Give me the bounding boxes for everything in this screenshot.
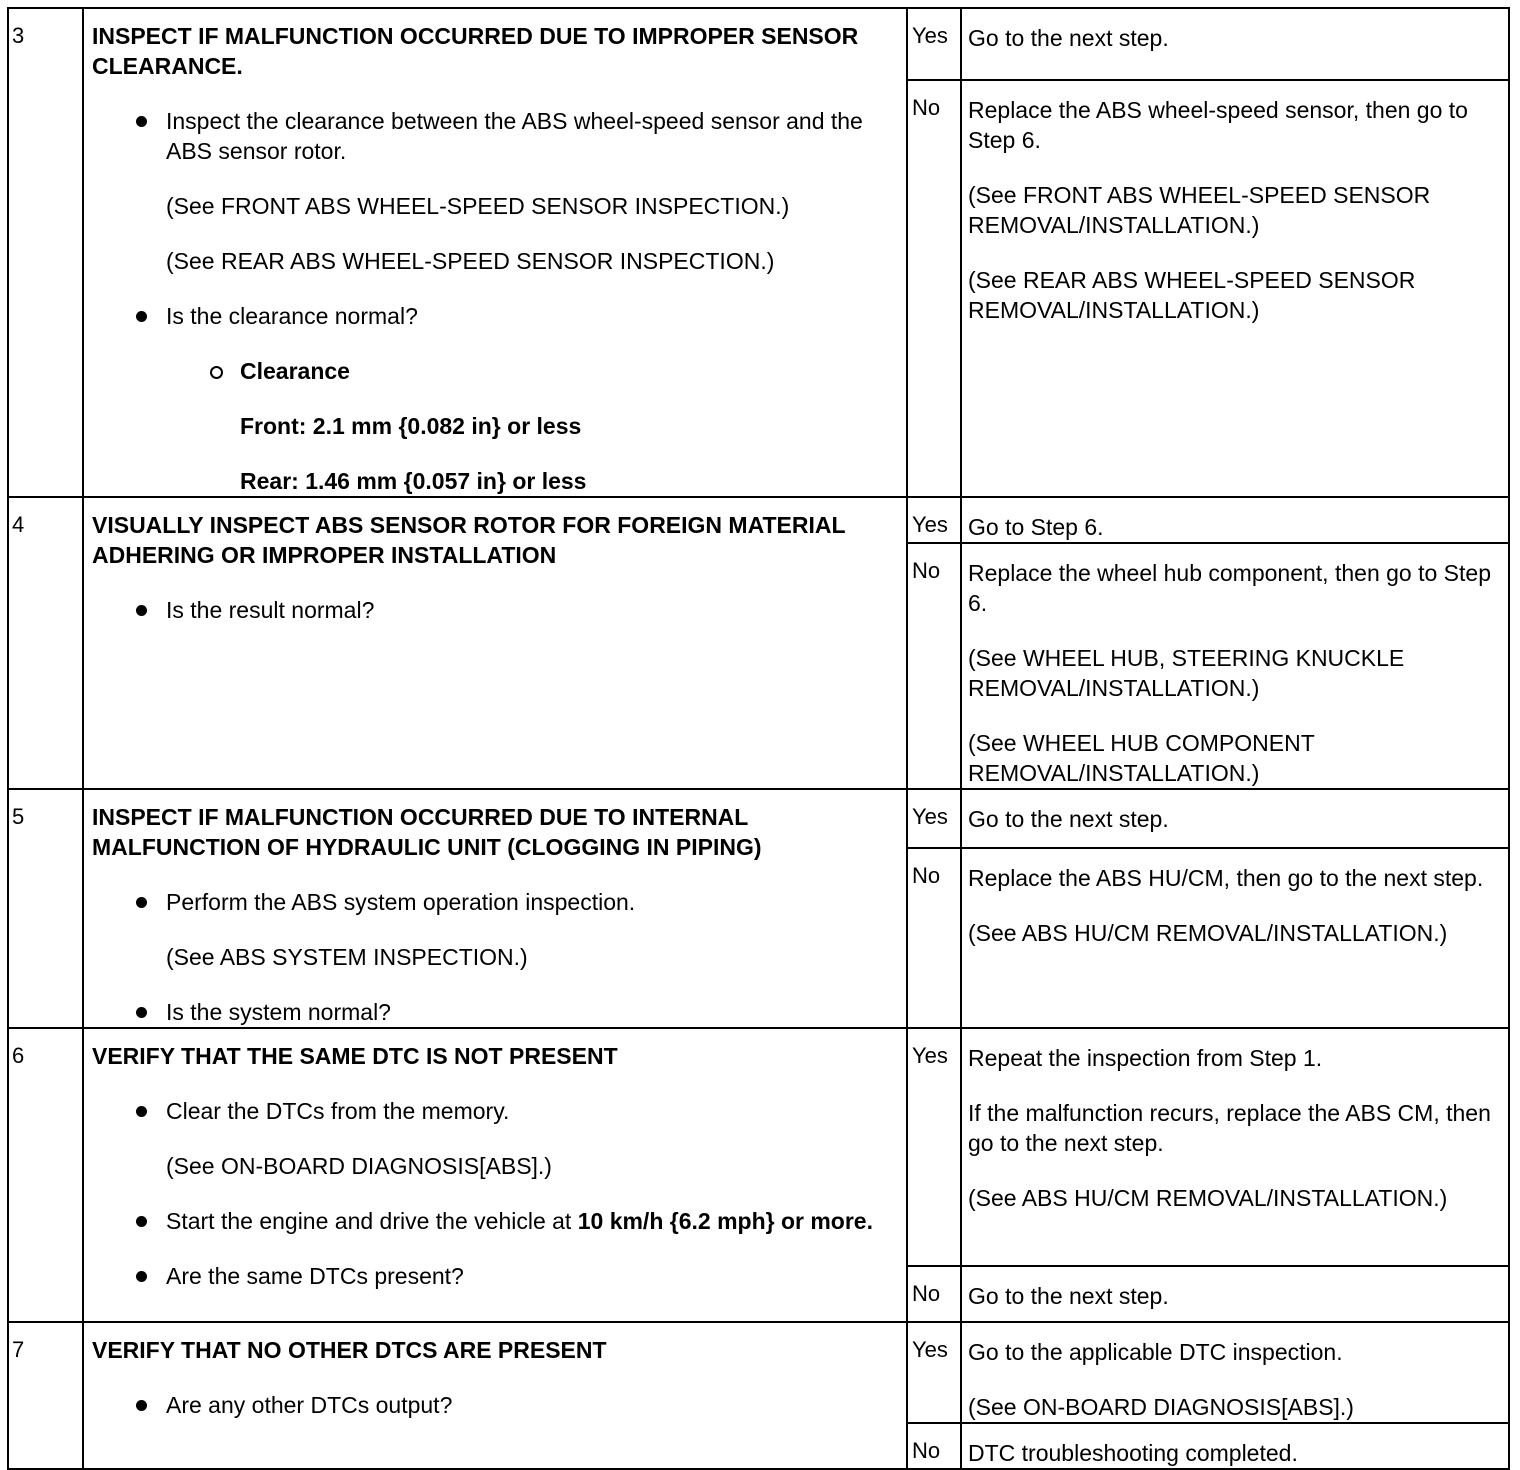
step-6-row-yes — [8, 1028, 1509, 1266]
reference-link[interactable]: (See REAR ABS WHEEL-SPEED SENSOR REMOVAL/INSTALLATION.) — [968, 267, 1416, 324]
bullet-item: Are any other DTCs output? — [92, 1390, 898, 1420]
bullet-item: Are the same DTCs present? — [92, 1261, 898, 1291]
spec-front: Front: 2.1 mm {0.082 in} or less — [240, 413, 582, 439]
step-title: VERIFY THAT NO OTHER DTCS ARE PRESENT — [92, 1337, 607, 1363]
step-3-row-yes — [8, 8, 1509, 80]
action-text: Replace the ABS wheel-speed sensor, then go to Step 6. — [968, 97, 1468, 154]
reference-link[interactable]: (See ON-BOARD DIAGNOSIS[ABS].) — [166, 1153, 552, 1179]
action-text: DTC troubleshooting completed. — [968, 1440, 1298, 1466]
no-action — [961, 1423, 1509, 1469]
bullet-item: Is the clearance normal? — [92, 301, 898, 331]
step-number: 7 — [8, 1322, 83, 1469]
step-4-content — [83, 497, 907, 789]
step-6-content — [83, 1028, 907, 1322]
yes-label: Yes — [907, 8, 961, 80]
yes-label: Yes — [907, 1322, 961, 1423]
no-label: No — [907, 543, 961, 789]
bullet-item: Is the system normal? — [92, 997, 898, 1027]
yes-label: Yes — [907, 497, 961, 543]
bullet-text: Start the engine and drive the vehicle at — [166, 1208, 578, 1234]
action-text: Go to the next step. — [968, 1283, 1169, 1309]
no-action — [961, 80, 1509, 497]
bullet-item: Perform the ABS system operation inspection. — [92, 887, 898, 917]
reference-link[interactable]: (See REAR ABS WHEEL-SPEED SENSOR INSPECTION.) — [166, 248, 775, 274]
action-text: Go to the applicable DTC inspection. — [968, 1339, 1343, 1365]
speed-spec: 10 km/h {6.2 mph} or more. — [577, 1208, 873, 1234]
reference-link[interactable]: (See ABS HU/CM REMOVAL/INSTALLATION.) — [968, 1185, 1448, 1211]
step-title: INSPECT IF MALFUNCTION OCCURRED DUE TO IMPROPER SENSOR CLEARANCE. — [92, 23, 859, 79]
yes-action — [961, 1322, 1509, 1423]
step-7-content — [83, 1322, 907, 1469]
reference-link[interactable]: (See FRONT ABS WHEEL-SPEED SENSOR INSPECTION.) — [166, 193, 790, 219]
step-title: VERIFY THAT THE SAME DTC IS NOT PRESENT — [92, 1043, 618, 1069]
yes-action — [961, 789, 1509, 848]
reference-link[interactable]: (See WHEEL HUB, STEERING KNUCKLE REMOVAL/INSTALLATION.) — [968, 645, 1405, 701]
reference-link[interactable]: (See WHEEL HUB COMPONENT REMOVAL/INSTALLATION.) — [968, 730, 1315, 786]
action-text: Go to the next step. — [968, 25, 1169, 51]
no-action — [961, 543, 1509, 789]
step-title: VISUALLY INSPECT ABS SENSOR ROTOR FOR FOREIGN MATERIAL ADHERING OR IMPROPER INSTALLATION — [92, 512, 846, 568]
spec-rear: Rear: 1.46 mm {0.057 in} or less — [240, 468, 587, 494]
step-number: 6 — [8, 1028, 83, 1322]
no-label: No — [907, 80, 961, 497]
step-number: 3 — [8, 8, 83, 497]
step-number: 4 — [8, 497, 83, 789]
reference-link[interactable]: (See ON-BOARD DIAGNOSIS[ABS].) — [968, 1394, 1354, 1420]
no-action — [961, 1266, 1509, 1322]
reference-link[interactable]: (See ABS SYSTEM INSPECTION.) — [166, 944, 528, 970]
step-title: INSPECT IF MALFUNCTION OCCURRED DUE TO INTERNAL MALFUNCTION OF HYDRAULIC UNIT (CLOGGING IN PIPING) — [92, 804, 762, 860]
no-action — [961, 848, 1509, 1028]
action-text: Go to the next step. — [968, 806, 1169, 832]
yes-label: Yes — [907, 789, 961, 848]
step-4-row-yes — [8, 497, 1509, 543]
spec-title: Clearance — [92, 356, 898, 386]
step-number: 5 — [8, 789, 83, 1028]
action-text: Replace the ABS HU/CM, then go to the next step. — [968, 864, 1484, 891]
bullet-item: Clear the DTCs from the memory. — [92, 1096, 898, 1126]
action-text: Go to Step 6. — [968, 514, 1104, 540]
step-5-content — [83, 789, 907, 1028]
bullet-item: Is the result normal? — [92, 595, 898, 625]
step-5-row-yes — [8, 789, 1509, 848]
yes-action — [961, 8, 1509, 80]
reference-link[interactable]: (See FRONT ABS WHEEL-SPEED SENSOR REMOVAL/INSTALLATION.) — [968, 182, 1431, 239]
no-label: No — [907, 848, 961, 1028]
action-text: Replace the wheel hub component, then go to Step 6. — [968, 560, 1491, 616]
reference-link[interactable]: (See ABS HU/CM REMOVAL/INSTALLATION.) — [968, 919, 1448, 946]
action-text: If the malfunction recurs, replace the ABS CM, then go to the next step. — [968, 1100, 1491, 1156]
yes-action — [961, 497, 1509, 543]
yes-label: Yes — [907, 1028, 961, 1266]
yes-action — [961, 1028, 1509, 1266]
step-3-content — [83, 8, 907, 497]
no-label: No — [907, 1266, 961, 1322]
bullet-item — [92, 1206, 898, 1236]
troubleshooting-table — [7, 7, 1510, 1470]
step-7-row-yes — [8, 1322, 1509, 1423]
no-label: No — [907, 1423, 961, 1469]
action-text: Repeat the inspection from Step 1. — [968, 1045, 1323, 1071]
bullet-item: Inspect the clearance between the ABS wheel-speed sensor and the ABS sensor rotor. — [92, 106, 898, 166]
